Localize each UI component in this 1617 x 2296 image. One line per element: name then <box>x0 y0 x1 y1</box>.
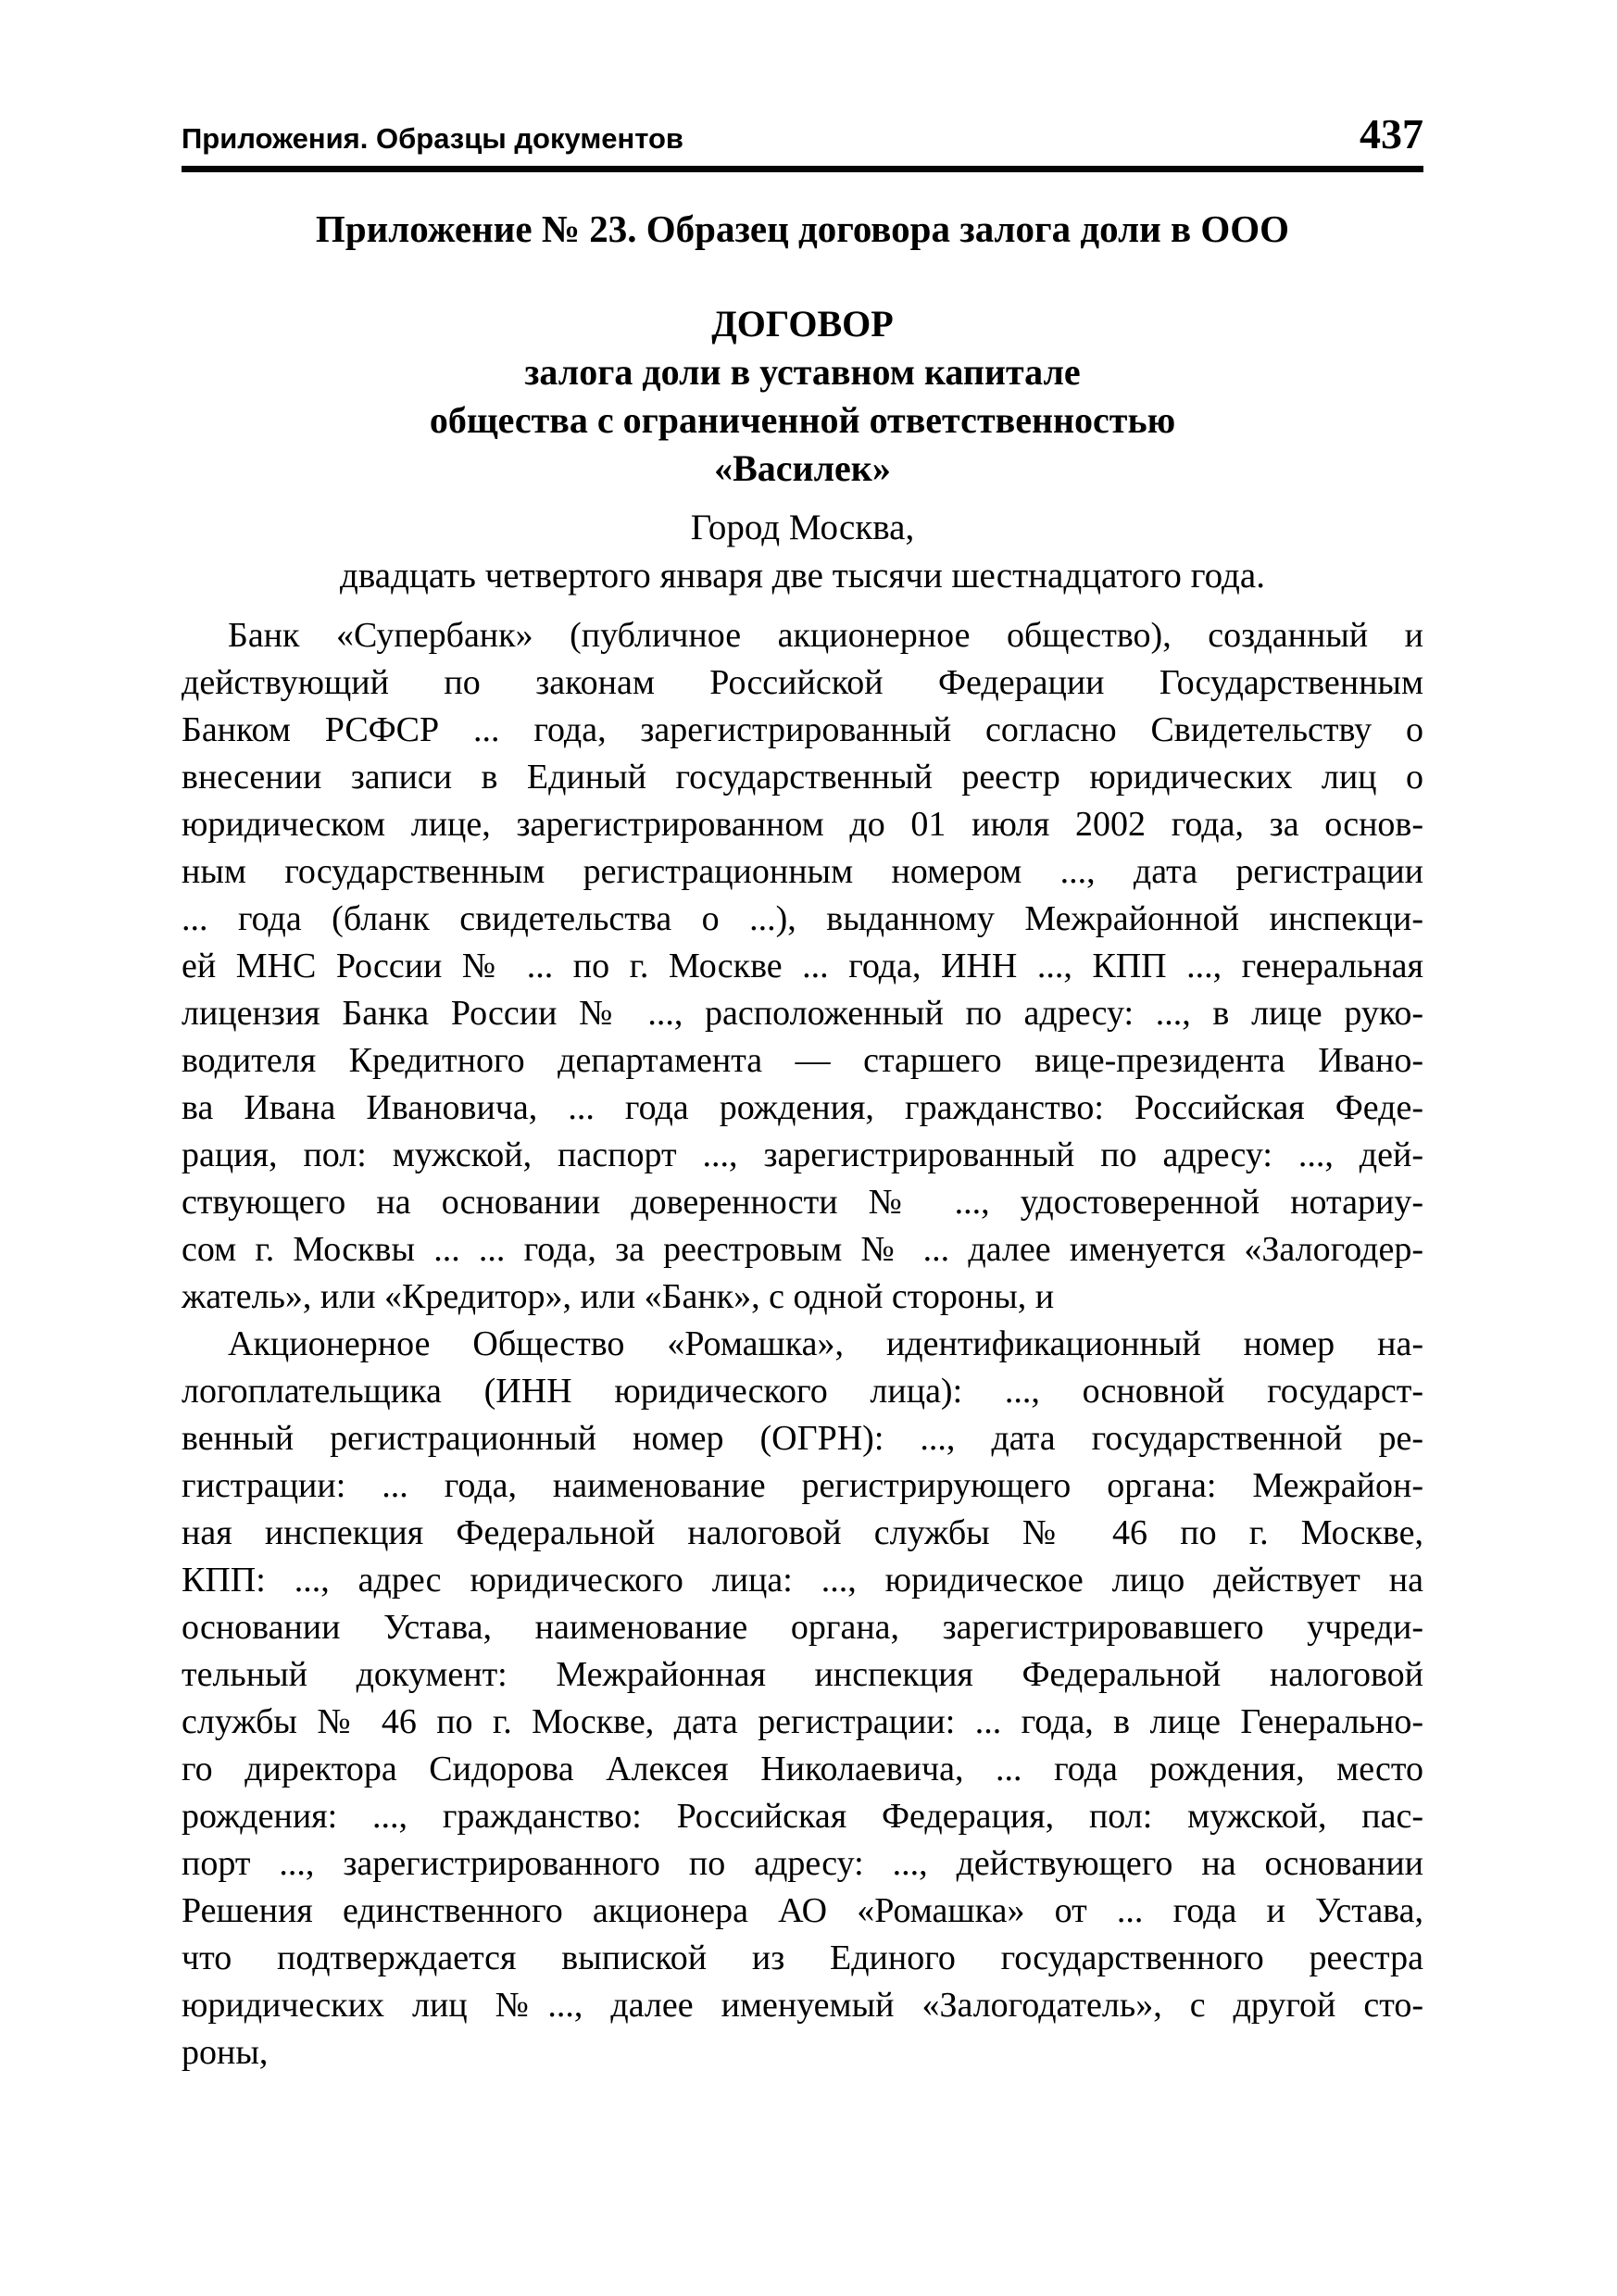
text-line: Решения единственного акционера АО «Ромашка» от ... года и Устава, <box>182 1891 1423 1930</box>
text-line: гистрации: ... года, наименование регистрирующего органа: Межрайон- <box>182 1466 1423 1505</box>
text-line: логоплательщика (ИНН юридического лица): ..., основной государст- <box>182 1372 1423 1411</box>
text-line: службы № 46 по г. Москве, дата регистрации: ... года, в лице Генерально- <box>182 1702 1423 1741</box>
text-line: го директора Сидорова Алексея Николаевича, ... года рождения, место <box>182 1750 1423 1788</box>
text-line: ствующего на основании доверенности № ..., удостоверенной нотариу- <box>182 1183 1423 1222</box>
page-number: 437 <box>1360 110 1423 157</box>
text-line: сом г. Москвы ... ... года, за реестровым № ... далее именуется «Залогодер- <box>182 1230 1423 1269</box>
text-line: роны, <box>182 2033 269 2072</box>
text-line: порт ..., зарегистрированного по адресу: ..., действующего на основании <box>182 1844 1423 1883</box>
text-line: действующий по законам Российской Федерации Государственным <box>182 663 1423 702</box>
running-header <box>182 109 1423 158</box>
contract-body <box>182 612 1423 2076</box>
appendix-title: Приложение № 23. Образец договора залога доли в ООО <box>315 207 1290 250</box>
date-line: двадцать четвертого января две тысячи шестнадцатого года. <box>340 556 1265 596</box>
text-line: Банком РСФСР ... года, зарегистрированный согласно Свидетельству о <box>182 710 1423 749</box>
place-date <box>182 504 1423 600</box>
text-line: водителя Кредитного департамента — старшего вице-президента Ивано- <box>182 1041 1423 1080</box>
text-line: внесении записи в Единый государственный реестр юридических лиц о <box>182 758 1423 797</box>
contract-title <box>182 300 1423 493</box>
text-line: общества с ограниченной ответственностью <box>429 399 1176 441</box>
text-line: рождения: ..., гражданство: Российская Федерация, пол: мужской, пас- <box>182 1797 1423 1836</box>
header-rule <box>182 166 1423 172</box>
text-line: ... года (бланк свидетельства о ...), выданному Межрайонной инспекци- <box>182 899 1423 938</box>
text-line: юридическом лице, зарегистрированном до 01 июля 2002 года, за основ- <box>182 805 1423 844</box>
text-line: основании Устава, наименование органа, зарегистрировавшего учреди- <box>182 1608 1423 1647</box>
city-line: Город Москва, <box>690 508 915 547</box>
text-line: КПП: ..., адрес юридического лица: ..., юридическое лицо действует на <box>182 1561 1423 1600</box>
text-line: что подтверждается выпиской из Единого государственного реестра <box>182 1938 1423 1977</box>
text-line: ва Ивана Ивановича, ... года рождения, гражданство: Российская Феде- <box>182 1088 1423 1127</box>
text-line: юридических лиц №..., далее именуемый «Залогодатель», с другой сто- <box>182 1986 1423 2025</box>
paragraph-pledgor-party <box>182 1321 1423 2076</box>
text-line: ей МНС России № ... по г. Москве ... года, ИНН ..., КПП ..., генеральная <box>182 947 1423 985</box>
text-line: Банк «Супербанк» (публичное акционерное общество), созданный и <box>228 616 1423 655</box>
text-line: венный регистрационный номер (ОГРН): ..., дата государственной ре- <box>182 1419 1423 1458</box>
text-line: лицензия Банка России № ..., расположенный по адресу: ..., в лице руко- <box>182 994 1423 1033</box>
text-line: рация, пол: мужской, паспорт ..., зарегистрированный по адресу: ..., дей- <box>182 1135 1423 1174</box>
text-line: ным государственным регистрационным номером ..., дата регистрации <box>182 852 1423 891</box>
text-line: залога доли в уставном капитале <box>524 351 1081 393</box>
text-line: ная инспекция Федеральной налоговой службы № 46 по г. Москве, <box>182 1513 1423 1552</box>
text-line: Акционерное Общество «Ромашка», идентификационный номер на- <box>228 1324 1423 1363</box>
running-header-title: Приложения. Образцы документов <box>182 122 683 155</box>
paragraph-bank-party <box>182 612 1423 1321</box>
text-line: жатель», или «Кредитор», или «Банк», с одной стороны, и <box>182 1277 1055 1316</box>
text-line: ДОГОВОР <box>711 303 894 345</box>
text-line: «Василек» <box>714 447 891 489</box>
text-line: тельный документ: Межрайонная инспекция Федеральной налоговой <box>182 1655 1423 1694</box>
